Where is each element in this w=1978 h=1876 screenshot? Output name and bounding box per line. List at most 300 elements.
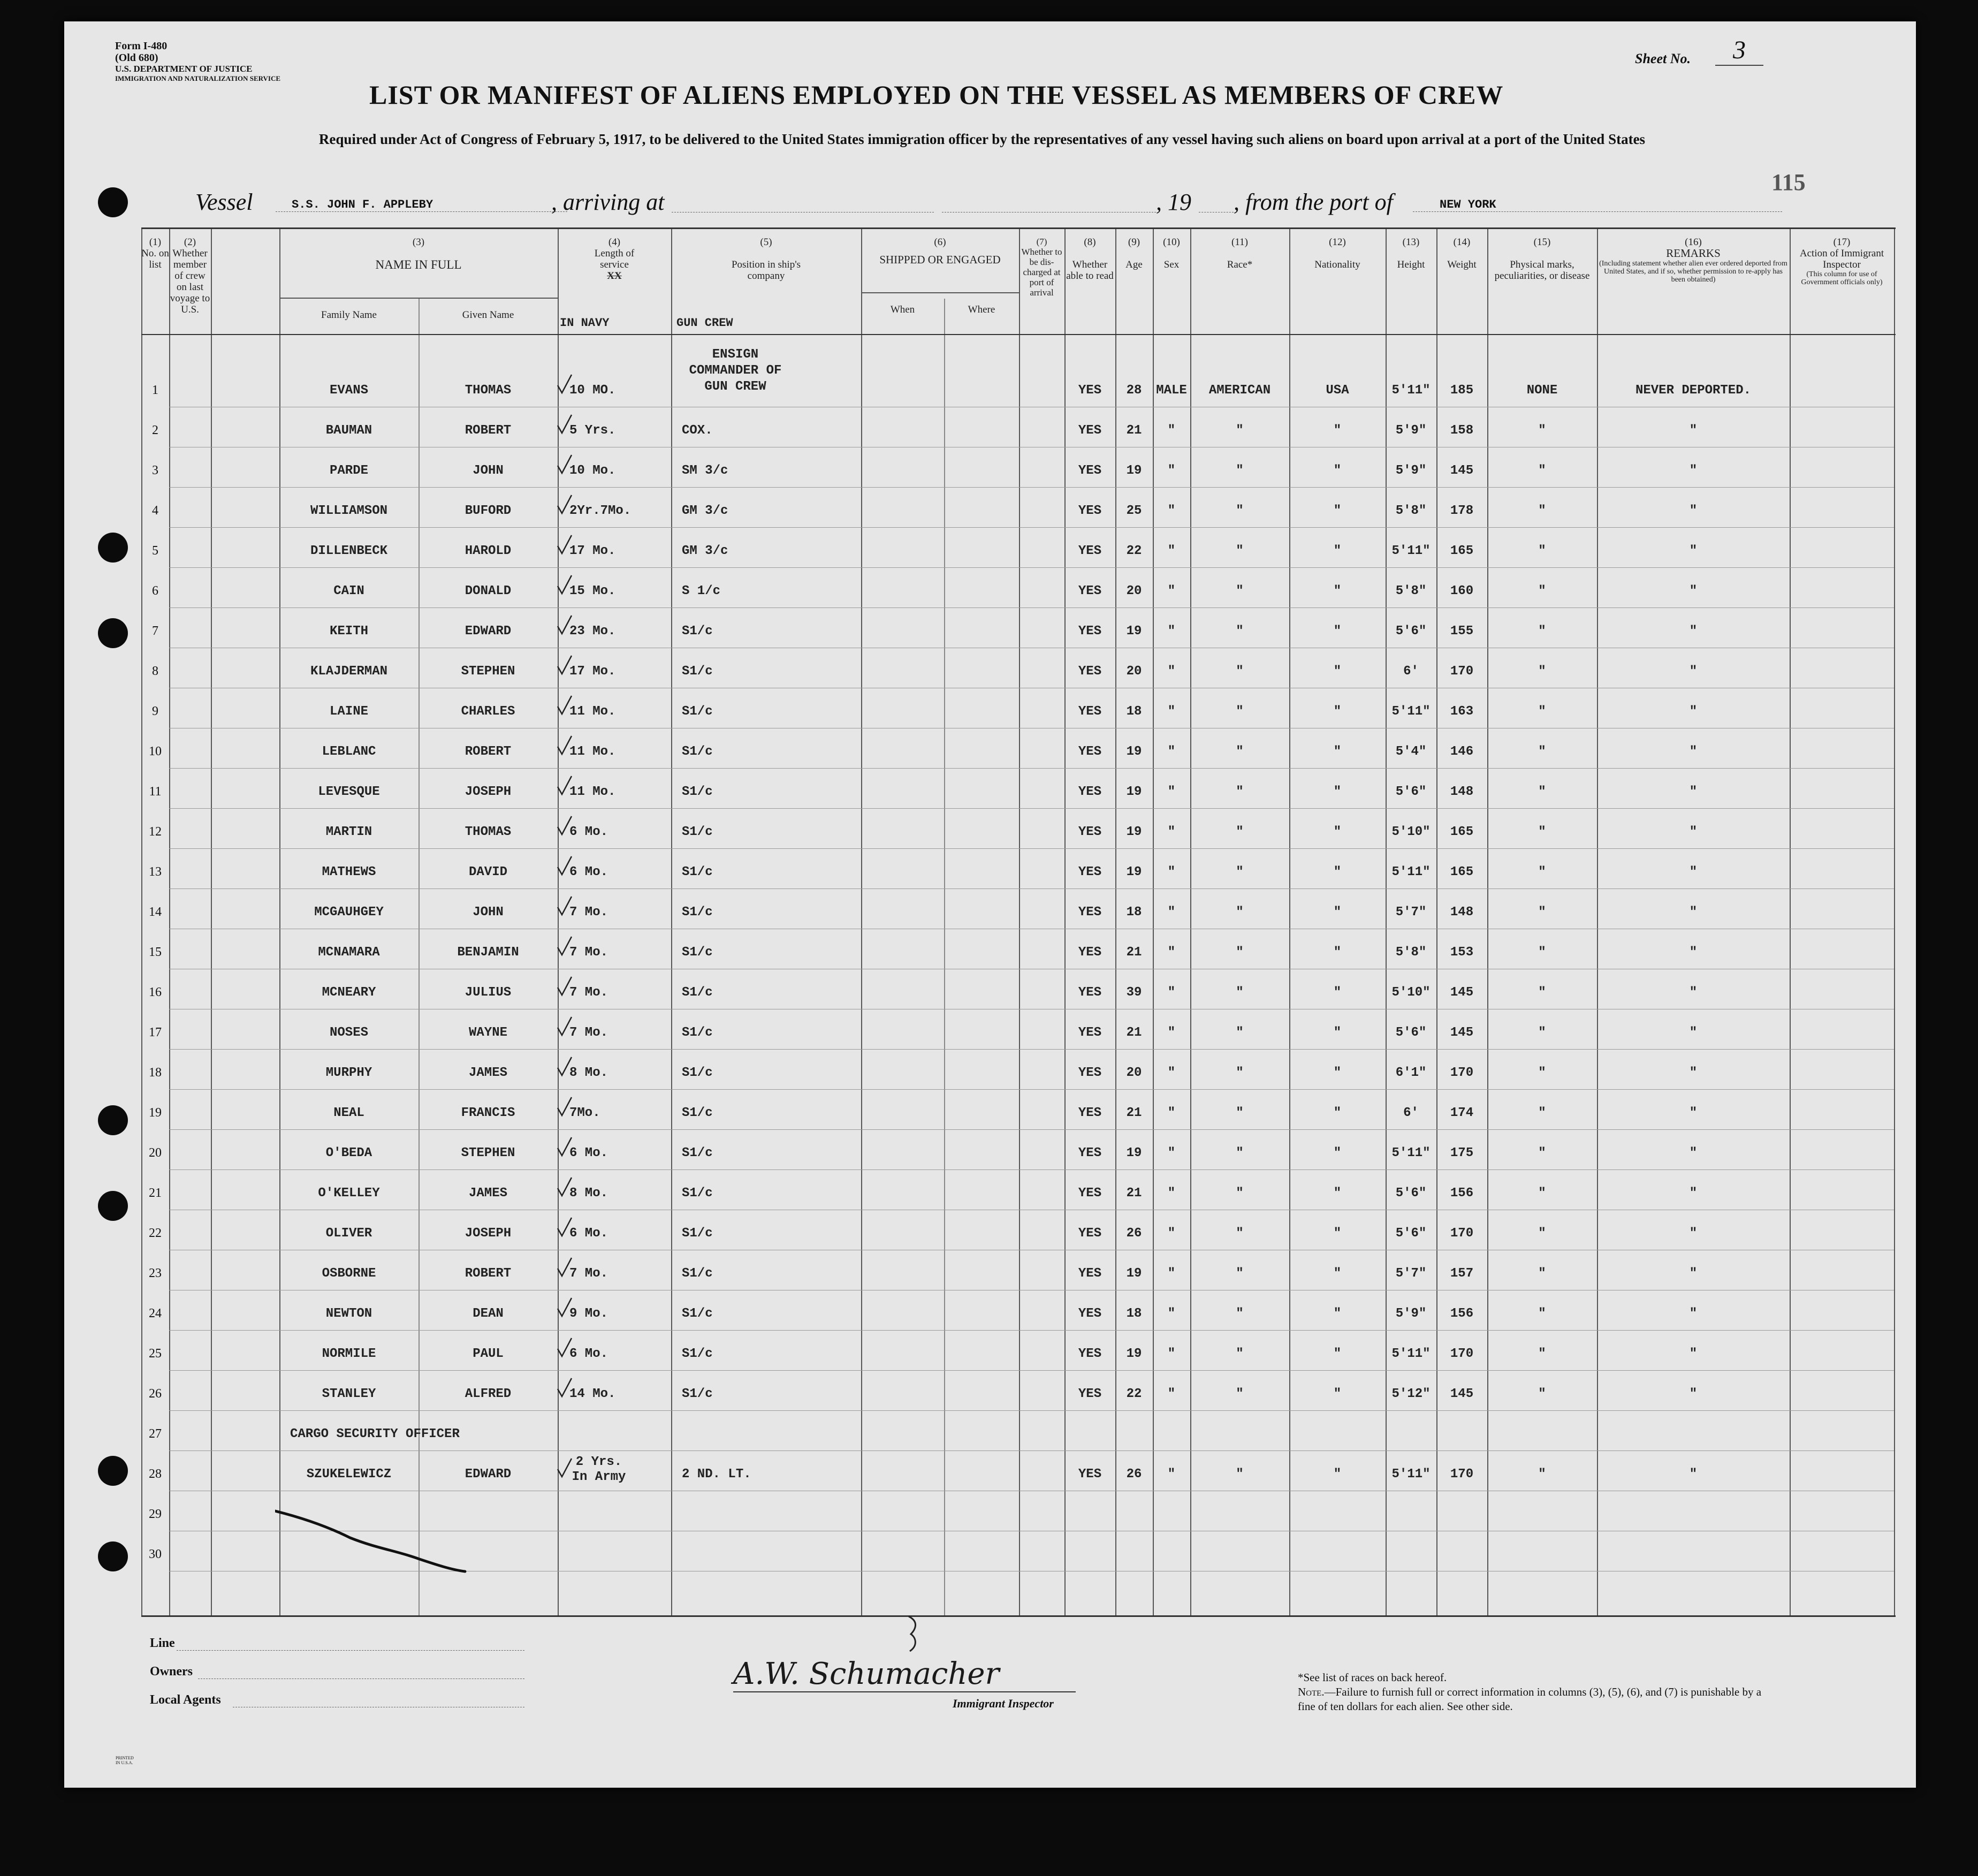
cell-marks: " <box>1538 664 1546 679</box>
cell-service: 6 Mo. <box>569 825 608 839</box>
cell-remarks: " <box>1689 624 1698 639</box>
cell-race: " <box>1236 1387 1244 1401</box>
cell-position: S1/c <box>682 745 713 759</box>
cell-weight: 170 <box>1450 664 1474 679</box>
cell-race: AMERICAN <box>1208 383 1271 398</box>
cell-position: S1/c <box>682 905 713 920</box>
cell-age: 19 <box>1126 1347 1142 1361</box>
cell-family: MATHEWS <box>322 865 376 879</box>
cell-no: 19 <box>149 1106 162 1120</box>
cell-height: 5'8" <box>1395 584 1427 598</box>
cell-no: 2 <box>152 423 158 437</box>
col-header-last-voyage: (2) Whether member of crew on last voyage to U.S. <box>170 237 210 315</box>
cell-position: S1/c <box>682 985 713 1000</box>
cell-position: S 1/c <box>682 584 721 598</box>
cell-no: 16 <box>149 985 162 999</box>
cell-remarks: " <box>1689 945 1698 960</box>
col-header-race: (11) Race* <box>1227 237 1253 270</box>
cell-given: THOMAS <box>465 383 512 398</box>
cell-weight: 145 <box>1450 464 1474 478</box>
cell-position: S1/c <box>682 1066 713 1080</box>
cell-service: 8 Mo. <box>569 1066 608 1080</box>
cell-service: 6 Mo. <box>569 1226 608 1241</box>
cell-read: YES <box>1078 464 1102 478</box>
cell-weight: 163 <box>1450 704 1474 719</box>
cell-read: YES <box>1078 544 1102 558</box>
cell-weight: 174 <box>1450 1106 1474 1120</box>
cell-age: 19 <box>1126 865 1142 879</box>
vessel-name: S.S. JOHN F. APPLEBY <box>276 198 567 212</box>
cell-service: 17 Mo. <box>569 544 616 558</box>
cell-nationality: " <box>1333 584 1342 598</box>
cell-weight: 155 <box>1450 624 1474 639</box>
cell-family: KLAJDERMAN <box>310 664 388 679</box>
cell-nationality: " <box>1333 1106 1342 1120</box>
cell-age: 21 <box>1126 1026 1142 1040</box>
cell-height: 5'11" <box>1391 544 1431 558</box>
cell-position: S1/c <box>682 1146 713 1160</box>
cell-given: HAROLD <box>465 544 512 558</box>
col-header-in-navy: IN NAVY <box>560 316 610 330</box>
cell-height: 5'9" <box>1395 464 1427 478</box>
cell-position: 2 ND. LT. <box>682 1467 751 1482</box>
cell-height: 6'1" <box>1395 1066 1427 1080</box>
checkmark-icon <box>557 534 573 556</box>
checkmark-icon <box>557 574 573 596</box>
cell-marks: " <box>1538 584 1546 598</box>
cell-position: S1/c <box>682 1387 713 1401</box>
cell-position: S1/c <box>682 704 713 719</box>
cell-family: CARGO SECURITY OFFICER <box>290 1427 460 1441</box>
cell-age: 19 <box>1126 1266 1142 1281</box>
row-rule <box>169 848 1894 849</box>
cell-sex: " <box>1167 1066 1176 1080</box>
cell-remarks: " <box>1689 1146 1698 1160</box>
form-number: Form I-480 <box>115 40 168 52</box>
cell-given: EDWARD <box>465 1467 512 1482</box>
cell-nationality: " <box>1333 1307 1342 1321</box>
cell-service: 17 Mo. <box>569 664 616 679</box>
cell-family: BAUMAN <box>325 423 372 438</box>
cell-remarks: " <box>1689 905 1698 920</box>
cell-remarks: " <box>1689 584 1698 598</box>
cell-nationality: " <box>1333 1387 1342 1401</box>
arriving-port-field <box>672 211 934 212</box>
cell-no: 29 <box>149 1507 162 1521</box>
cell-given: STEPHEN <box>461 1146 515 1160</box>
cell-read: YES <box>1078 1106 1102 1120</box>
cell-marks: " <box>1538 905 1546 920</box>
cell-age: 26 <box>1126 1226 1142 1241</box>
agents-label: Local Agents <box>150 1693 221 1707</box>
row-rule <box>169 1450 1894 1451</box>
line-label: Line <box>150 1636 175 1650</box>
cell-sex: " <box>1167 1387 1176 1401</box>
cell-race: " <box>1236 985 1244 1000</box>
cell-position: S1/c <box>682 825 713 839</box>
cell-remarks: " <box>1689 1266 1698 1281</box>
cell-read: YES <box>1078 1307 1102 1321</box>
row-rule <box>169 487 1894 488</box>
cell-height: 5'6" <box>1395 624 1427 639</box>
cell-sex: " <box>1167 865 1176 879</box>
cell-sex: " <box>1167 945 1176 960</box>
cell-nationality: " <box>1333 624 1342 639</box>
col-header-height: (13) Height <box>1397 237 1425 270</box>
cell-read: YES <box>1078 1266 1102 1281</box>
cell-height: 5'10" <box>1391 825 1431 839</box>
cell-service: 9 Mo. <box>569 1307 608 1321</box>
cell-remarks: " <box>1689 504 1698 518</box>
cell-nationality: " <box>1333 1226 1342 1241</box>
cell-nationality: " <box>1333 1347 1342 1361</box>
cell-read: YES <box>1078 504 1102 518</box>
cell-read: YES <box>1078 945 1102 960</box>
cell-position: GM 3/c <box>682 544 728 558</box>
cell-sex: " <box>1167 1146 1176 1160</box>
cell-age: 18 <box>1126 704 1142 719</box>
col-header-inspector-action: (17) Action of Immigrant Inspector (This column for use of Government officials only) <box>1799 237 1884 286</box>
cell-family: LEVESQUE <box>318 785 380 799</box>
cell-age: 19 <box>1126 825 1142 839</box>
cell-no: 28 <box>149 1467 162 1481</box>
cell-marks: " <box>1538 1226 1546 1241</box>
col-header-age: (9) Age <box>1125 237 1143 270</box>
cell-family: OLIVER <box>325 1226 372 1241</box>
cell-no: 22 <box>149 1226 162 1240</box>
cell-weight: 170 <box>1450 1066 1474 1080</box>
cell-weight: 165 <box>1450 825 1474 839</box>
cell-position: S1/c <box>682 945 713 960</box>
cell-read: YES <box>1078 1146 1102 1160</box>
cell-position: S1/c <box>682 1026 713 1040</box>
vessel-label: Vessel <box>195 189 253 215</box>
cell-weight: 178 <box>1450 504 1474 518</box>
cell-marks: " <box>1538 1146 1546 1160</box>
cell-remarks: " <box>1689 865 1698 879</box>
cell-no: 26 <box>149 1387 162 1401</box>
cell-marks: " <box>1538 1347 1546 1361</box>
printer-mark: PRINTED IN U.S.A. <box>116 1756 134 1765</box>
cell-read: YES <box>1078 1066 1102 1080</box>
cell-weight: 185 <box>1450 383 1474 398</box>
row-rule <box>169 1129 1894 1130</box>
punch-hole-icon <box>98 618 128 648</box>
cell-sex: " <box>1167 905 1176 920</box>
cell-family: NORMILE <box>322 1347 376 1361</box>
cell-sex: " <box>1167 584 1176 598</box>
cell-service: 7 Mo. <box>569 985 608 1000</box>
cell-height: 5'11" <box>1391 704 1431 719</box>
cell-no: 10 <box>149 745 162 758</box>
cell-sex: " <box>1167 464 1176 478</box>
checkmark-icon <box>557 695 573 716</box>
cell-read: YES <box>1078 785 1102 799</box>
cell-service: 8 Mo. <box>569 1186 608 1201</box>
cell-nationality: " <box>1333 785 1342 799</box>
agents-field <box>233 1706 524 1707</box>
cell-remarks: " <box>1689 1186 1698 1201</box>
cell-sex: " <box>1167 1226 1176 1241</box>
cell-sex: " <box>1167 1186 1176 1201</box>
cell-no: 3 <box>152 464 158 477</box>
cell-remarks: " <box>1689 423 1698 438</box>
cell-remarks: NEVER DEPORTED. <box>1635 383 1752 398</box>
cell-position: S1/c <box>682 785 713 799</box>
row-rule <box>169 1370 1894 1371</box>
cell-age: 22 <box>1126 1387 1142 1401</box>
cell-position: ENSIGN COMMANDER OF GUN CREW <box>689 347 782 394</box>
cell-weight: 160 <box>1450 584 1474 598</box>
cell-read: YES <box>1078 624 1102 639</box>
cell-race: " <box>1236 1066 1244 1080</box>
cell-remarks: " <box>1689 1307 1698 1321</box>
cell-family: STANLEY <box>322 1387 376 1401</box>
cell-race: " <box>1236 544 1244 558</box>
checkmark-icon <box>557 1096 573 1118</box>
cell-race: " <box>1236 1226 1244 1241</box>
cell-given: JAMES <box>468 1186 507 1201</box>
cell-height: 5'8" <box>1395 504 1427 518</box>
manifest-sheet <box>64 21 1916 1788</box>
cell-height: 5'11" <box>1391 1467 1431 1482</box>
cell-read: YES <box>1078 825 1102 839</box>
cell-remarks: " <box>1689 825 1698 839</box>
cell-race: " <box>1236 945 1244 960</box>
cell-race: " <box>1236 1467 1244 1482</box>
cell-no: 6 <box>152 584 158 598</box>
cell-sex: " <box>1167 1106 1176 1120</box>
cell-no: 25 <box>149 1347 162 1361</box>
col-header-sex: (10) Sex <box>1163 237 1180 270</box>
cell-sex: " <box>1167 664 1176 679</box>
arriving-label: , arriving at <box>551 189 665 215</box>
cell-read: YES <box>1078 905 1102 920</box>
cell-weight: 156 <box>1450 1307 1474 1321</box>
cell-remarks: " <box>1689 704 1698 719</box>
inspector-label: Immigrant Inspector <box>953 1697 1054 1710</box>
cell-service: 5 Yrs. <box>569 423 616 438</box>
sheet-number: 3 <box>1715 35 1763 66</box>
col-header-where: Where <box>968 304 995 315</box>
from-port: NEW YORK <box>1413 198 1782 212</box>
cell-position: S1/c <box>682 1347 713 1361</box>
col-header-nationality: (12) Nationality <box>1314 237 1360 270</box>
cell-age: 19 <box>1126 1146 1142 1160</box>
checkmark-icon <box>557 815 573 837</box>
cell-race: " <box>1236 504 1244 518</box>
cell-remarks: " <box>1689 1106 1698 1120</box>
cell-no: 27 <box>149 1427 162 1441</box>
cell-nationality: " <box>1333 704 1342 719</box>
cell-race: " <box>1236 423 1244 438</box>
cell-race: " <box>1236 1146 1244 1160</box>
cell-age: 21 <box>1126 423 1142 438</box>
cell-remarks: " <box>1689 745 1698 759</box>
cell-race: " <box>1236 624 1244 639</box>
cell-position: S1/c <box>682 664 713 679</box>
cell-age: 28 <box>1126 383 1142 398</box>
cell-given: JAMES <box>468 1066 507 1080</box>
cell-no: 1 <box>152 383 158 397</box>
cell-service: 10 Mo. <box>569 464 616 478</box>
cell-service: 7 Mo. <box>569 945 608 960</box>
cell-age: 19 <box>1126 464 1142 478</box>
cell-family: MURPHY <box>325 1066 372 1080</box>
row-rule <box>169 1330 1894 1331</box>
cell-nationality: " <box>1333 1186 1342 1201</box>
cell-read: YES <box>1078 1226 1102 1241</box>
col-header-length-of-service: (4) Length of service XX <box>594 237 635 282</box>
checkmark-icon <box>557 735 573 756</box>
cell-no: 12 <box>149 825 162 839</box>
cell-no: 21 <box>149 1186 162 1200</box>
cell-family: MCNEARY <box>322 985 376 1000</box>
checkmark-icon <box>557 1176 573 1198</box>
cell-no: 15 <box>149 945 162 959</box>
cell-marks: " <box>1538 544 1546 558</box>
cell-read: YES <box>1078 865 1102 879</box>
cell-height: 5'6" <box>1395 1226 1427 1241</box>
cell-no: 5 <box>152 544 158 558</box>
cell-height: 5'11" <box>1391 383 1431 398</box>
cell-age: 21 <box>1126 945 1142 960</box>
cell-race: " <box>1236 825 1244 839</box>
cell-read: YES <box>1078 664 1102 679</box>
cell-read: YES <box>1078 584 1102 598</box>
checkmark-icon <box>557 936 573 957</box>
form-old-number: (Old 680) <box>115 52 158 64</box>
cell-nationality: " <box>1333 1146 1342 1160</box>
cell-weight: 148 <box>1450 785 1474 799</box>
cell-age: 21 <box>1126 1186 1142 1201</box>
cell-family: O'KELLEY <box>318 1186 380 1201</box>
cell-given: BENJAMIN <box>457 945 519 960</box>
cell-race: " <box>1236 1106 1244 1120</box>
cell-position: S1/c <box>682 1186 713 1201</box>
row-rule <box>169 1049 1894 1050</box>
row-rule <box>169 567 1894 568</box>
cell-read: YES <box>1078 745 1102 759</box>
cell-remarks: " <box>1689 785 1698 799</box>
cell-service: 7Mo. <box>569 1106 600 1120</box>
row-rule <box>169 888 1894 889</box>
cell-nationality: " <box>1333 1467 1342 1482</box>
arriving-date-field <box>942 211 1156 212</box>
cell-race: " <box>1236 584 1244 598</box>
cell-height: 5'4" <box>1395 745 1427 759</box>
cell-age: 19 <box>1126 745 1142 759</box>
cell-race: " <box>1236 745 1244 759</box>
cell-nationality: " <box>1333 905 1342 920</box>
cell-position: S1/c <box>682 1307 713 1321</box>
cell-marks: " <box>1538 1387 1546 1401</box>
cell-nationality: " <box>1333 504 1342 518</box>
cell-nationality: " <box>1333 664 1342 679</box>
cell-age: 39 <box>1126 985 1142 1000</box>
cell-service: 23 Mo. <box>569 624 616 639</box>
cell-nationality: " <box>1333 544 1342 558</box>
cell-weight: 175 <box>1450 1146 1474 1160</box>
cell-race: " <box>1236 1307 1244 1321</box>
cell-sex: " <box>1167 1026 1176 1040</box>
cell-sex: " <box>1167 785 1176 799</box>
cell-height: 5'12" <box>1391 1387 1431 1401</box>
cell-height: 5'11" <box>1391 1146 1431 1160</box>
cell-height: 5'6" <box>1395 1186 1427 1201</box>
col-header-physical-marks: (15) Physical marks, peculiarities, or disease <box>1494 237 1590 282</box>
cell-read: YES <box>1078 985 1102 1000</box>
cell-family: OSBORNE <box>322 1266 376 1281</box>
cell-weight: 156 <box>1450 1186 1474 1201</box>
cell-position: COX. <box>682 423 713 438</box>
col-header-gun-crew: GUN CREW <box>676 316 733 330</box>
cell-no: 24 <box>149 1307 162 1320</box>
crew-table <box>141 227 1896 1617</box>
cell-nationality: " <box>1333 865 1342 879</box>
row-rule <box>169 1169 1894 1170</box>
form-subtitle: Required under Act of Congress of February 5, 1917, to be delivered to the United States immigration officer by the representatives of any vessel having such aliens on board upon arrival at a port of the United States <box>318 131 1646 147</box>
cell-race: " <box>1236 664 1244 679</box>
punch-hole-icon <box>98 1541 128 1571</box>
cell-remarks: " <box>1689 464 1698 478</box>
cell-given: ROBERT <box>465 423 512 438</box>
cell-sex: " <box>1167 1266 1176 1281</box>
form-service: IMMIGRATION AND NATURALIZATION SERVICE <box>115 74 281 82</box>
col-header-no: (1) No. on list <box>141 237 169 270</box>
cell-no: 9 <box>152 704 158 718</box>
cell-sex: " <box>1167 1347 1176 1361</box>
cell-given: STEPHEN <box>461 664 515 679</box>
cell-age: 20 <box>1126 664 1142 679</box>
cell-remarks: " <box>1689 985 1698 1000</box>
cell-weight: 165 <box>1450 865 1474 879</box>
cell-height: 6' <box>1403 664 1419 679</box>
cell-remarks: " <box>1689 664 1698 679</box>
cell-race: " <box>1236 865 1244 879</box>
cell-weight: 170 <box>1450 1226 1474 1241</box>
cell-position: SM 3/c <box>682 464 728 478</box>
cell-no: 23 <box>149 1266 162 1280</box>
cell-family: CAIN <box>333 584 364 598</box>
cell-race: " <box>1236 1026 1244 1040</box>
cell-sex: " <box>1167 544 1176 558</box>
cell-age: 22 <box>1126 544 1142 558</box>
cell-no: 20 <box>149 1146 162 1160</box>
cell-read: YES <box>1078 383 1102 398</box>
cell-read: YES <box>1078 1186 1102 1201</box>
cell-age: 19 <box>1126 785 1142 799</box>
cell-race: " <box>1236 785 1244 799</box>
cell-family: MCNAMARA <box>318 945 380 960</box>
cell-marks: " <box>1538 785 1546 799</box>
cell-race: " <box>1236 704 1244 719</box>
cell-nationality: USA <box>1326 383 1349 398</box>
cell-no: 14 <box>149 905 162 919</box>
cell-given: JULIUS <box>465 985 512 1000</box>
cell-marks: " <box>1538 704 1546 719</box>
cell-no: 8 <box>152 664 158 678</box>
cell-position: S1/c <box>682 865 713 879</box>
col-header-position: (5) Position in ship's company <box>731 237 801 282</box>
col-header-when: When <box>890 304 915 315</box>
cell-service: 6 Mo. <box>569 1146 608 1160</box>
col-header-given-name: Given Name <box>462 309 514 321</box>
cell-given: JOSEPH <box>465 785 512 799</box>
checkmark-icon <box>557 1257 573 1278</box>
checkmark-icon <box>557 1016 573 1037</box>
cell-marks: " <box>1538 1026 1546 1040</box>
